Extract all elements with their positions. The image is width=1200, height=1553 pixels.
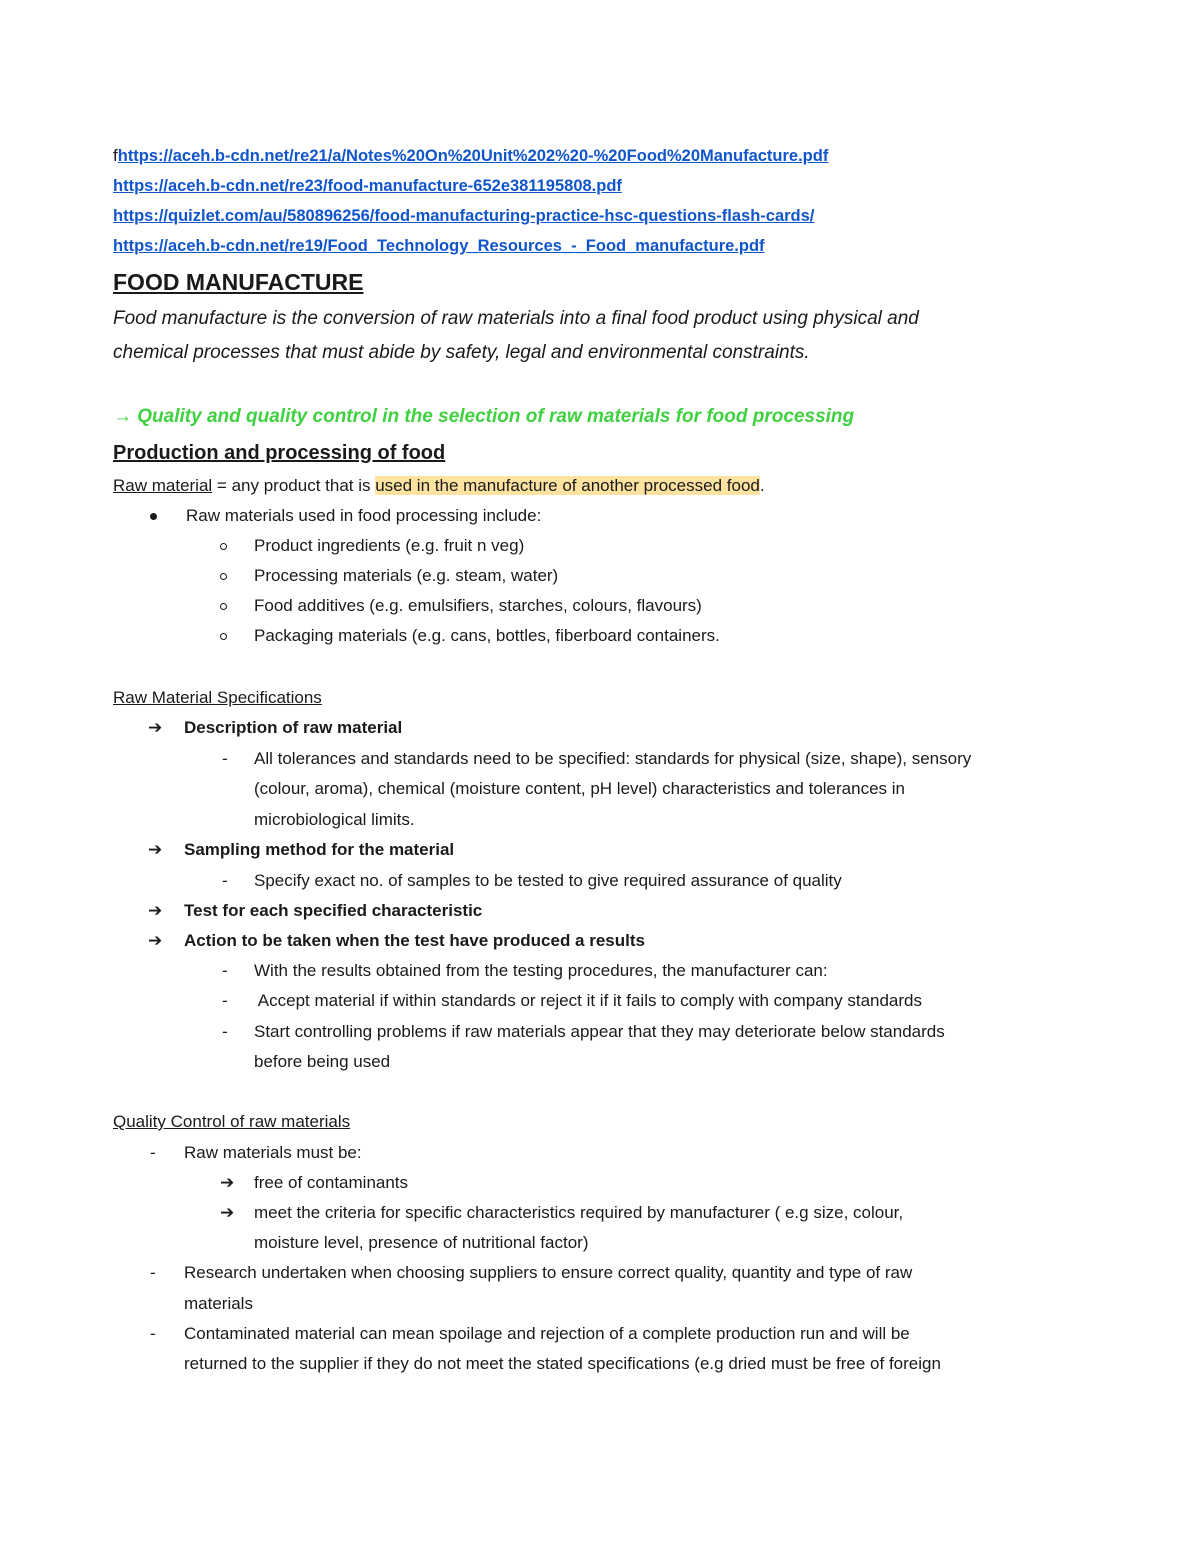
dash-marker: - bbox=[222, 991, 228, 1010]
desc-line-2: (colour, aroma), chemical (moisture content, pH level) characteristics and tolerances in bbox=[254, 779, 905, 798]
qc-line-criteria-1: meet the criteria for specific characteristics required by manufacturer ( e.g size, colour, bbox=[254, 1203, 904, 1222]
sub-item-food-additives: Food additives (e.g. emulsifiers, starches, colours, flavours) bbox=[254, 596, 702, 615]
raw-material-eq: = any product that is bbox=[212, 476, 376, 495]
arrow-icon: ➔ bbox=[148, 840, 163, 859]
link-quizlet[interactable]: https://quizlet.com/au/580896256/food-manufacturing-practice-hsc-questions-flash-cards/ bbox=[113, 207, 815, 225]
bullet-dot bbox=[150, 513, 157, 520]
spec-item-sampling: Sampling method for the material bbox=[184, 840, 455, 859]
arrow-icon: ➔ bbox=[220, 1173, 235, 1192]
page-title: FOOD MANUFACTURE bbox=[113, 269, 364, 295]
raw-material-end: . bbox=[759, 476, 765, 495]
link-food-technology-resources[interactable]: https://aceh.b-cdn.net/re19/Food_Technology_Resources_-_Food_manufacture.pdf bbox=[113, 237, 765, 255]
dash-marker: - bbox=[222, 871, 228, 890]
action-line-1: With the results obtained from the testing procedures, the manufacturer can: bbox=[254, 961, 828, 980]
dash-marker: - bbox=[222, 961, 228, 980]
action-line-3: Start controlling problems if raw materials appear that they may deteriorate below standards bbox=[254, 1022, 945, 1041]
bullet-circle bbox=[220, 633, 227, 640]
action-line-2: Accept material if within standards or reject it if it fails to comply with company standards bbox=[254, 991, 922, 1010]
dash-marker: - bbox=[222, 749, 228, 768]
qc-line-contaminated-2: returned to the supplier if they do not meet the stated specifications (e.g dried must be free of foreign bbox=[184, 1354, 941, 1373]
link-line-3 bbox=[113, 204, 814, 228]
sampling-line: Specify exact no. of samples to be tested to give required assurance of quality bbox=[254, 871, 842, 890]
sub-item-processing-materials: Processing materials (e.g. steam, water) bbox=[254, 566, 559, 585]
qc-line-contaminated-1: Contaminated material can mean spoilage and rejection of a complete production run and will be bbox=[184, 1324, 910, 1343]
raw-material-term: Raw material bbox=[113, 476, 213, 495]
intro-line-1: Food manufacture is the conversion of raw materials into a final food product using physical and bbox=[113, 308, 919, 329]
spec-item-action: Action to be taken when the test have produced a results bbox=[184, 931, 645, 950]
dash-marker: - bbox=[150, 1263, 156, 1282]
sub-item-product-ingredients: Product ingredients (e.g. fruit n veg) bbox=[254, 536, 525, 555]
dash-marker: - bbox=[150, 1143, 156, 1162]
section-heading-specifications: Raw Material Specifications bbox=[113, 688, 322, 707]
intro-line-2: chemical processes that must abide by safety, legal and environmental constraints. bbox=[113, 342, 810, 363]
qc-line-research-2: materials bbox=[184, 1294, 253, 1313]
bullet-raw-materials: Raw materials used in food processing include: bbox=[186, 506, 542, 525]
arrow-icon: ➔ bbox=[148, 901, 163, 920]
link-food-manufacture-pdf[interactable]: https://aceh.b-cdn.net/re23/food-manufacture-652e381195808.pdf bbox=[113, 177, 622, 195]
arrow-icon: ➔ bbox=[148, 718, 163, 737]
desc-line-1: All tolerances and standards need to be specified: standards for physical (size, shape), sensory bbox=[254, 749, 972, 768]
link-notes-unit2[interactable]: https://aceh.b-cdn.net/re21/a/Notes%20On%20Unit%202%20-%20Food%20Manufacture.pdf bbox=[117, 147, 829, 165]
bullet-circle bbox=[220, 603, 227, 610]
spec-item-test: Test for each specified characteristic bbox=[184, 901, 483, 920]
link-line-4 bbox=[113, 234, 765, 258]
arrow-icon: ➔ bbox=[148, 931, 163, 950]
qc-line-free-contaminants: free of contaminants bbox=[254, 1173, 409, 1192]
link-line-2 bbox=[113, 174, 622, 198]
desc-line-3: microbiological limits. bbox=[254, 810, 415, 829]
dash-marker: - bbox=[150, 1324, 156, 1343]
section-heading-production: Production and processing of food bbox=[113, 442, 446, 464]
raw-material-highlight: used in the manufacture of another processed food bbox=[375, 476, 760, 495]
dash-marker: - bbox=[222, 1022, 228, 1041]
link-prefix: f bbox=[113, 146, 118, 165]
green-heading: → Quality and quality control in the selection of raw materials for food processing bbox=[113, 406, 855, 427]
action-line-4: before being used bbox=[254, 1052, 391, 1071]
qc-line-research-1: Research undertaken when choosing suppliers to ensure correct quality, quantity and type of raw bbox=[184, 1263, 913, 1282]
qc-line-criteria-2: moisture level, presence of nutritional factor) bbox=[254, 1233, 589, 1252]
link-line-1 bbox=[113, 144, 828, 168]
arrow-icon: ➔ bbox=[220, 1203, 235, 1222]
bullet-circle bbox=[220, 543, 227, 550]
raw-material-definition bbox=[113, 474, 765, 498]
bullet-circle bbox=[220, 573, 227, 580]
sub-item-packaging-materials: Packaging materials (e.g. cans, bottles, fiberboard containers. bbox=[254, 626, 720, 645]
section-heading-quality-control: Quality Control of raw materials bbox=[113, 1112, 351, 1131]
spec-item-description: Description of raw material bbox=[184, 718, 403, 737]
qc-line-must-be: Raw materials must be: bbox=[184, 1143, 362, 1162]
